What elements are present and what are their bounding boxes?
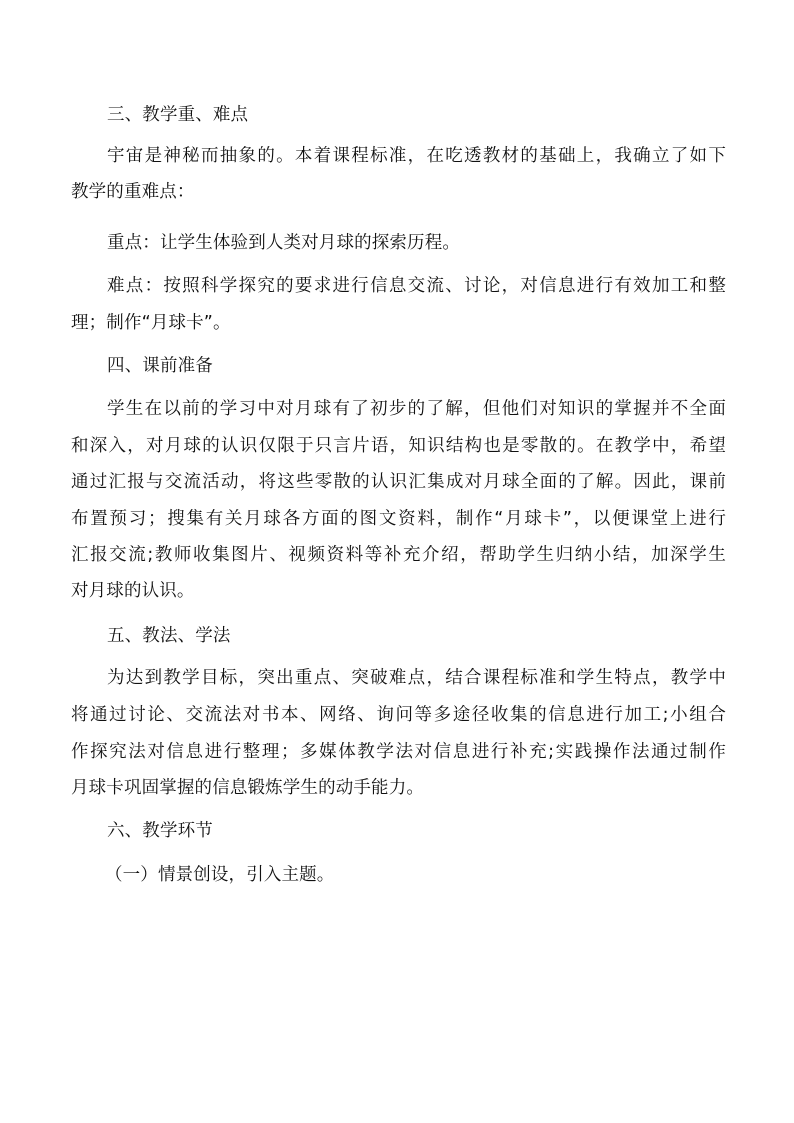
paragraph-line: 学生在以前的学习中对月球有了初步的了解，但他们对知识的掌握并不全面: [107, 399, 726, 419]
subsection-heading: （一）情景创设，引入主题。: [105, 865, 335, 885]
paragraph-line: 教学的重难点：: [71, 182, 195, 202]
paragraph-line: 和深入，对月球的认识仅限于只言片语，知识结构也是零散的。在教学中，希望: [71, 436, 726, 456]
paragraph-line: 难点：按照科学探究的要求进行信息交流、讨论，对信息进行有效加工和整: [107, 276, 726, 296]
paragraph-line: 通过汇报与交流活动，将这些零散的认识汇集成对月球全面的了解。因此，课前: [71, 472, 726, 492]
paragraph-line: 作探究法对信息进行整理；多媒体教学法对信息进行补充;实践操作法通过制作: [71, 742, 726, 762]
paragraph-line: 布置预习；搜集有关月球各方面的图文资料，制作“月球卡”，以便课堂上进行: [71, 509, 726, 529]
paragraph-line: 对月球的认识。: [71, 581, 195, 601]
section-heading-4: 四、课前准备: [107, 356, 213, 376]
section-heading-3: 三、教学重、难点: [107, 105, 249, 125]
paragraph-line: 汇报交流;教师收集图片、视频资料等补充介绍，帮助学生归纳小结，加深学生: [71, 545, 726, 565]
section-heading-5: 五、教法、学法: [107, 626, 231, 646]
paragraph-line: 重点：让学生体验到人类对月球的探索历程。: [107, 233, 460, 253]
paragraph-line: 为达到教学目标，突出重点、突破难点，结合课程标准和学生特点，教学中: [107, 668, 726, 688]
paragraph-line: 宇宙是神秘而抽象的。本着课程标准，在吃透教材的基础上，我确立了如下: [107, 146, 726, 166]
section-heading-6: 六、教学环节: [107, 821, 213, 841]
paragraph-line: 理；制作“月球卡”。: [71, 313, 231, 333]
paragraph-line: 月球卡巩固掌握的信息锻炼学生的动手能力。: [71, 778, 424, 798]
paragraph-line: 将通过讨论、交流法对书本、网络、询问等多途径收集的信息进行加工;小组合: [71, 705, 726, 725]
